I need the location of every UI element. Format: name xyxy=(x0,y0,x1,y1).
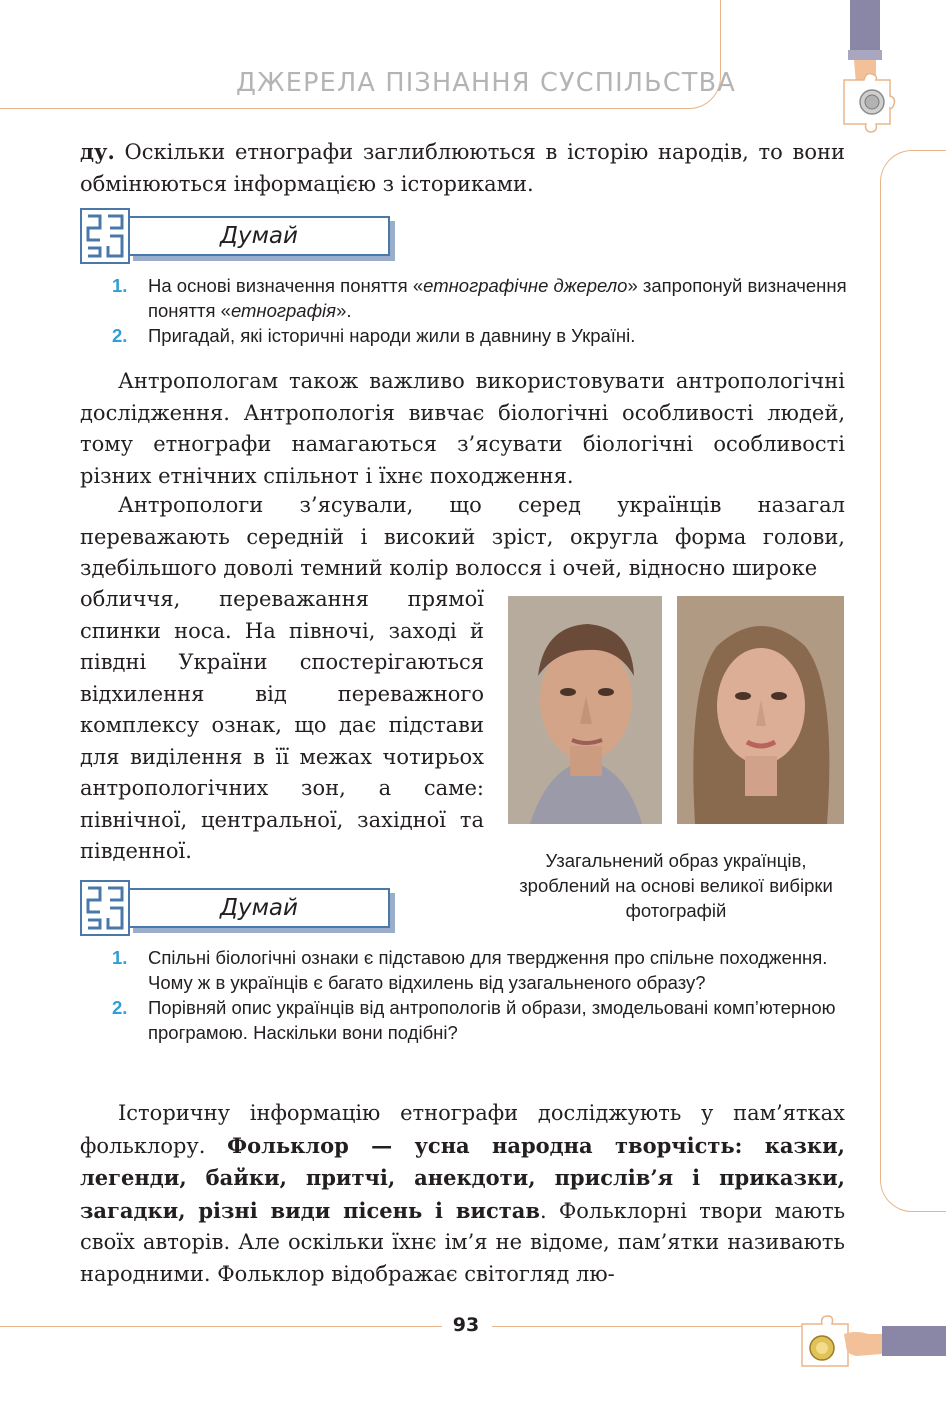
maze-icon xyxy=(80,880,130,936)
think-label-box xyxy=(128,888,390,928)
photo-female-composite xyxy=(677,596,844,824)
question-number: 2. xyxy=(112,325,128,346)
right-margin-frame xyxy=(880,150,946,1212)
page-number: 93 xyxy=(452,1314,480,1336)
question-number: 1. xyxy=(112,275,128,296)
question-term: етнографія xyxy=(230,299,337,321)
question-text: » запропонуй визначення поняття « xyxy=(148,275,847,321)
paragraph-1 xyxy=(80,136,845,200)
paragraph-4-text: Історичну інформацію етнографи досліджують у пам’ятках фольклору. xyxy=(80,1101,845,1158)
paragraph-1-bold: ду. xyxy=(80,139,115,164)
paragraph-3-wrap: обличчя, переважання прямої спинки носа. На півночі, заході й півдні України спостерігаються відхилення від переважного комплексу ознак, що дає підстави для виділення в її межах чотирьох антропологічних зон, а саме: північної, центральної, західної та південної. xyxy=(80,587,484,863)
question-number: 2. xyxy=(112,997,128,1018)
question-item xyxy=(112,274,852,323)
question-text: Спільні біологічні ознаки є підставою для твердження про спільне походження. Чому ж в українців є багато відхилень від узагальненого образу? xyxy=(148,947,828,993)
question-text: Порівняй опис українців від антропологів й образи, змодельовані комп’ютерною програмою. Наскільки вони подібні? xyxy=(148,997,836,1043)
photo-male-composite xyxy=(508,596,662,824)
paragraph-4-definition: Фольклор — усна народна творчість: казки, легенди, байки, притчі, анекдоти, прислів’я і приказки, загадки, різні види пісень і вистав xyxy=(80,1132,845,1223)
footer-rule-right xyxy=(492,1326,802,1327)
question-text: Пригадай, які історичні народи жили в давнину в Україні. xyxy=(148,325,636,346)
question-item xyxy=(112,946,852,995)
think-box-2-header xyxy=(80,880,320,940)
running-header: ДЖЕРЕЛА ПІЗНАННЯ СУСПІЛЬСТВА xyxy=(236,68,736,98)
think-label: Думай xyxy=(220,895,298,921)
question-item xyxy=(112,324,852,349)
think-questions-1 xyxy=(112,274,852,349)
question-text: На основі визначення поняття « xyxy=(148,275,424,296)
think-questions-2 xyxy=(112,946,852,1045)
maze-icon xyxy=(80,208,130,264)
question-item xyxy=(112,996,852,1045)
question-term: етнографічне джерело xyxy=(423,275,628,296)
question-text: ». xyxy=(336,299,352,321)
paragraph-1-text: Оскільки етнографи заглиблюються в історію народів, то вони обмінюються інформацією з істориками. xyxy=(80,140,845,196)
paragraph-2: Антропологам також важливо використовувати антропологічні дослідження. Антропологія вивчає біологічні особливості людей, тому етнографи намагаються з’ясувати біологічні особливості різних етнічних спільнот і їхнє походження. xyxy=(80,369,845,488)
hand-puzzle-coin-icon xyxy=(836,0,896,150)
paragraph-4-text-end: . Фольклорні твори мають своїх авторів. Але оскільки їхнє ім’я не відоме, пам’ятки називають народними. Фольклор відображає світогляд лю- xyxy=(80,1198,845,1286)
think-label: Думай xyxy=(220,223,298,249)
paragraph-4 xyxy=(80,1098,845,1290)
footer-rule-left xyxy=(0,1326,442,1327)
think-label-box xyxy=(128,216,390,256)
think-box-1-header xyxy=(80,208,320,268)
figure-caption: Узагальнений образ українців, зроблений на основі великої вибірки фотографій xyxy=(519,850,833,921)
paragraph-3: Антропологи з’ясували, що серед українців назагал переважають середній і високий зріст, округла форма голови, здебільшого доволі темний колір волосся і очей, відносно широке xyxy=(80,493,845,580)
hand-puzzle-gold-coin-icon xyxy=(796,1312,946,1372)
question-number: 1. xyxy=(112,947,128,968)
